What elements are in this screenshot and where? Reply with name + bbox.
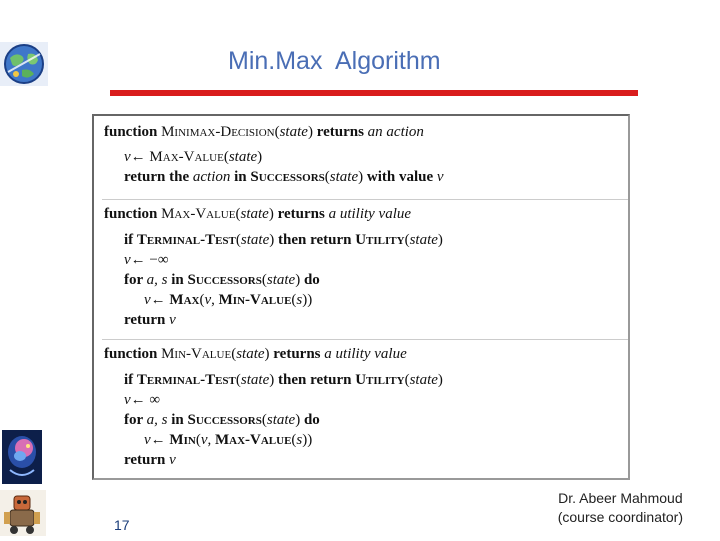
paren: ( — [235, 232, 241, 248]
param: state — [329, 169, 359, 185]
assign: ← — [150, 292, 170, 308]
minimax-decision-line-2 — [124, 149, 262, 166]
text: action — [192, 169, 235, 185]
paren: ) — [268, 206, 278, 222]
keyword: in — [171, 412, 188, 428]
keyword: in — [171, 272, 188, 288]
author-credit — [558, 489, 683, 527]
function-name: Max — [169, 292, 200, 308]
param: state — [240, 232, 270, 248]
param: state — [236, 346, 265, 362]
paren: ( — [199, 292, 205, 308]
keyword: return — [124, 169, 170, 185]
var: v — [436, 169, 444, 185]
max-value-line-2 — [124, 232, 443, 249]
min-value-line-5 — [144, 432, 312, 449]
var: a, s — [146, 272, 172, 288]
min-value-line-6 — [124, 452, 176, 469]
paren: ) — [295, 412, 304, 428]
keyword: function — [104, 346, 162, 362]
comma: , — [207, 432, 215, 448]
paren: ) — [257, 149, 263, 165]
text: the — [169, 169, 193, 185]
param: state — [266, 272, 296, 288]
section-divider — [102, 339, 628, 340]
assign: ← — [130, 149, 150, 165]
param: state — [240, 372, 270, 388]
min-value-signature — [104, 346, 407, 363]
keyword: function — [104, 124, 162, 140]
keyword: then return — [277, 372, 356, 388]
function-name: Successors — [250, 169, 325, 185]
comma: , — [211, 292, 219, 308]
max-value-line-5 — [144, 292, 312, 309]
keyword: returns — [273, 346, 325, 362]
function-name: Max-Value — [161, 206, 236, 222]
paren: ( — [223, 149, 229, 165]
paren: ( — [231, 346, 237, 362]
function-name: Minimax-Decision — [161, 124, 275, 140]
function-name: Max-Value — [214, 432, 292, 448]
var: v — [124, 149, 131, 165]
param: state — [279, 124, 308, 140]
paren: ( — [274, 124, 280, 140]
min-value-line-4 — [124, 412, 320, 429]
return-type: a utility value — [324, 346, 407, 362]
paren: ( — [291, 432, 297, 448]
var: v — [200, 432, 208, 448]
robot-image — [0, 490, 46, 536]
var: v — [124, 252, 131, 268]
max-value-signature — [104, 206, 411, 223]
paren: ) — [437, 232, 443, 248]
var: a, s — [146, 412, 172, 428]
min-value-line-2 — [124, 372, 443, 389]
function-name: Successors — [187, 272, 262, 288]
keyword: if — [124, 232, 137, 248]
paren: ( — [235, 372, 241, 388]
function-name: Utility — [355, 372, 405, 388]
minimax-algorithm-box — [92, 114, 630, 480]
paren: ) — [358, 169, 367, 185]
keyword: with value — [366, 169, 437, 185]
keyword: do — [303, 272, 320, 288]
keyword: return — [124, 312, 170, 328]
paren: ( — [235, 206, 241, 222]
paren: ( — [404, 232, 410, 248]
keyword: return — [124, 452, 170, 468]
var: v — [204, 292, 212, 308]
function-name: Min — [169, 432, 196, 448]
paren: ) — [264, 346, 274, 362]
max-value-line-6 — [124, 312, 176, 329]
return-type: an action — [367, 124, 424, 140]
function-name: Successors — [187, 412, 262, 428]
param: state — [409, 372, 438, 388]
paren: ( — [324, 169, 330, 185]
max-value-line-4 — [124, 272, 320, 289]
var: v — [144, 432, 151, 448]
paren: ( — [261, 272, 267, 288]
keyword: for — [124, 412, 147, 428]
paren: ) — [269, 372, 278, 388]
paren: ( — [404, 372, 410, 388]
assign: ← −∞ — [130, 252, 169, 268]
minimax-decision-line-3 — [124, 169, 444, 186]
function-name: Terminal-Test — [136, 232, 236, 248]
keyword: in — [234, 169, 251, 185]
keyword: do — [303, 412, 320, 428]
var: s — [296, 292, 303, 308]
var: v — [124, 392, 131, 408]
function-name: Max-Value — [149, 149, 224, 165]
keyword: function — [104, 206, 162, 222]
var: v — [169, 312, 176, 328]
paren: ( — [291, 292, 297, 308]
function-name: Min-Value — [218, 292, 292, 308]
keyword: returns — [277, 206, 329, 222]
var: v — [144, 292, 151, 308]
paren: )) — [302, 292, 313, 308]
assign: ← ∞ — [130, 392, 161, 408]
function-name: Min-Value — [161, 346, 232, 362]
paren: ( — [261, 412, 267, 428]
min-value-line-3 — [124, 392, 160, 409]
param: state — [228, 149, 258, 165]
title-underline-bar — [110, 90, 638, 96]
param: state — [266, 412, 296, 428]
keyword: if — [124, 372, 137, 388]
brain-scan-image — [2, 430, 42, 484]
paren: ) — [269, 232, 278, 248]
param: state — [409, 232, 438, 248]
minimax-decision-signature — [104, 124, 424, 141]
paren: ) — [295, 272, 304, 288]
section-divider — [102, 199, 628, 200]
function-name: Utility — [355, 232, 405, 248]
author-role: (course coordinator) — [557, 509, 683, 525]
param: state — [240, 206, 269, 222]
paren: )) — [302, 432, 313, 448]
assign: ← — [150, 432, 170, 448]
globe-logo-icon — [0, 42, 48, 86]
var: s — [296, 432, 303, 448]
slide-title: Min.Max Algorithm — [228, 47, 441, 75]
keyword: returns — [316, 124, 368, 140]
keyword: then return — [277, 232, 356, 248]
paren: ) — [307, 124, 317, 140]
return-type: a utility value — [328, 206, 412, 222]
max-value-line-3 — [124, 252, 169, 269]
keyword: for — [124, 272, 147, 288]
paren: ) — [437, 372, 443, 388]
author-name: Dr. Abeer Mahmoud — [558, 490, 683, 506]
var: v — [169, 452, 176, 468]
function-name: Terminal-Test — [136, 372, 236, 388]
paren: ( — [195, 432, 201, 448]
page-number: 17 — [114, 517, 130, 533]
